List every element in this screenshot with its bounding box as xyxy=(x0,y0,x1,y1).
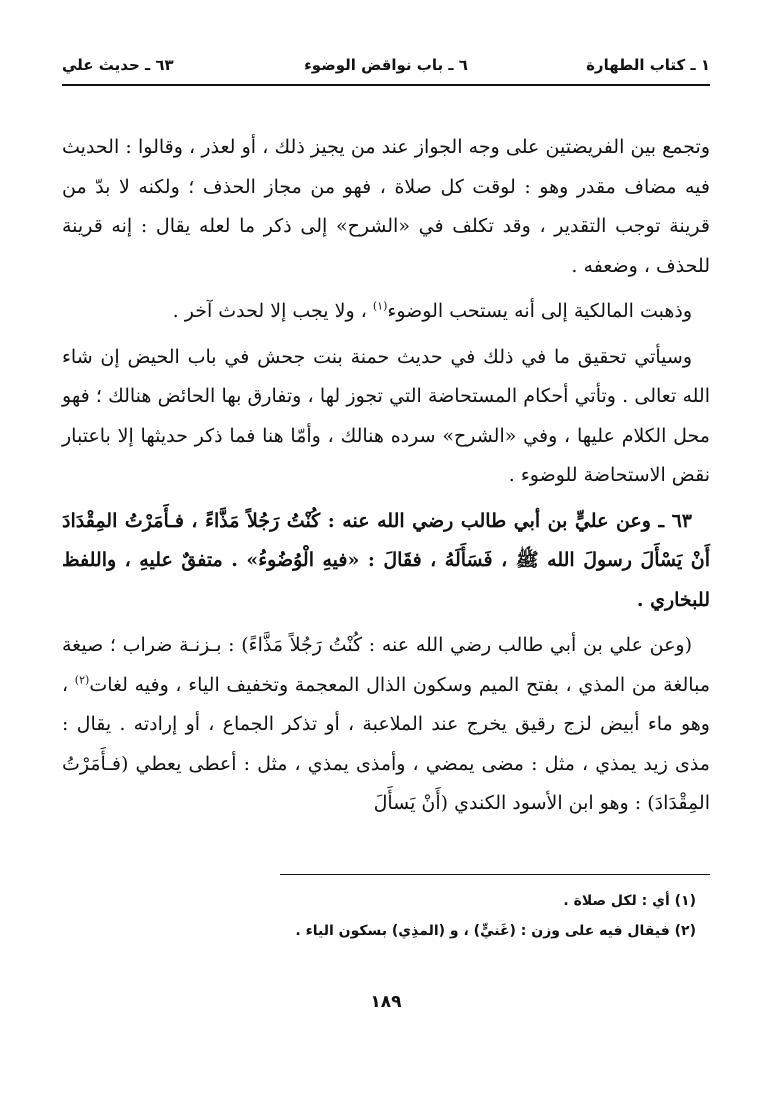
footnote-2: (٢) فيقال فيه على وزن : (غَنيٍّ) ، و (المذِي) بسكون الياء . xyxy=(295,923,696,939)
footnote-divider xyxy=(280,874,710,875)
paragraph-1: وتجمع بين الفريضتين على وجه الجواز عند من يجيز ذلك ، أو لعذر ، وقالوا : الحديث فيه مضاف مقدر وهو : لوقت كل صلاة ، فهو من مجاز الحذف ؛ ولكنه لا بدّ من قرينة توجب التقدير ، وقد تكلف في «الشرح» إلى ذكر ما لعله يقال : إنه قرينة للحذف ، وضعفه . xyxy=(62,136,710,277)
commentary-text-end: ، وهو ماء أبيض لزج رقيق يخرج عند الملاعبة ، أو تذكر الجماع ، أو إرادته . يقال : مذى زيد يمذي ، مثل : مضى يمضي ، وأمذى يمذي ، مثل : أعطى يعطي (فـأَمَرْتُ المِقْدَادَ) : وهو ابن الأسود الكندي (أَنْ يَسأَلَ xyxy=(62,673,710,814)
hadith-63-text: ٦٣ ـ وعن عليٍّ بن أبي طالب رضي الله عنه : كُنْتُ رَجُلاً مَذَّاءً ، فـأَمَرْتُ المِقْدَادَ أَنْ يَسْأَلَ رسولَ الله ﷺ ، فَسَأَلَهُ ، فقَالَ : «فيهِ الْوُضُوءُ» . متفقٌ عليهِ ، واللفظ للبخاري . xyxy=(62,509,710,611)
header-hadith-title: ٦٣ ـ حديث علي xyxy=(62,56,174,74)
commentary-text: (وعن علي بن أبي طالب رضي الله عنه : كُنْتُ رَجُلاً مَذَّاءً) : بـزنـة ضراب ؛ صيغة مبالغة من المذي ، بفتح الميم وسكون الذال المعجمة وتخفيف الياء ، وفيه لغات xyxy=(62,634,711,696)
footnote-ref-2[interactable]: (٢) xyxy=(74,673,90,687)
main-text xyxy=(62,128,710,830)
paragraph-2-text: وذهبت المالكية إلى أنه يستحب الوضوء xyxy=(387,300,692,322)
page-number: ١٨٩ xyxy=(370,992,402,1012)
header-divider xyxy=(62,84,710,86)
running-header xyxy=(62,56,710,82)
footnote-ref-1[interactable]: (١) xyxy=(372,299,388,313)
footnotes xyxy=(62,886,710,946)
footnote-1: (١) أي : لكل صلاة . xyxy=(563,893,696,909)
book-page xyxy=(62,48,710,1068)
paragraph-3: وسيأتي تحقيق ما في ذلك في حديث حمنة بنت جحش في باب الحيض إن شاء الله تعالى . وتأتي أحكام المستحاضة التي تجوز لها ، وتفارق بها الحائض هنالك ؛ فهو محل الكلام عليها ، وفي «الشرح» سرده هنالك ، وأمّا هنا فما ذكر حديثها إلا باعتبار نقض الاستحاضة للوضوء . xyxy=(62,345,710,486)
paragraph-2 xyxy=(62,292,710,332)
header-book-title: ١ ـ كتاب الطهارة xyxy=(586,56,710,74)
commentary-paragraph xyxy=(62,626,710,824)
header-chapter-title: ٦ ـ باب نواقض الوضوء xyxy=(304,56,468,74)
paragraph-2-text-end: ، ولا يجب إلا لحدث آخر . xyxy=(172,300,373,322)
